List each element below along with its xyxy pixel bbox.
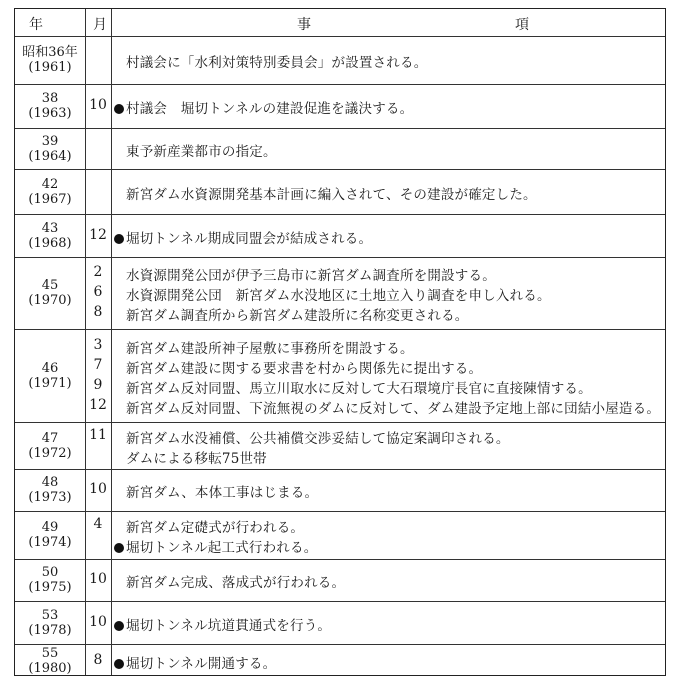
table-row (15, 257, 665, 330)
month-cell: 7 (93, 357, 103, 373)
event-line (114, 397, 660, 417)
event-text: 新宮ダム建設所神子屋敷に事務所を開設する。 (126, 341, 414, 357)
era-year: 38 (41, 91, 59, 106)
month-cell: 2 (93, 264, 103, 280)
event-line (114, 284, 551, 304)
event-text: 堀切トンネル期成同盟会が結成される。 (126, 231, 373, 247)
western-year: (1963) (28, 106, 72, 121)
event-line (114, 357, 482, 377)
month-cell: 4 (93, 516, 103, 532)
table-header (15, 9, 665, 36)
year-cell (15, 431, 85, 461)
event-line (114, 447, 267, 467)
table-row (15, 169, 665, 215)
table-row (15, 128, 665, 170)
event-text: 新宮ダム調査所から新宮ダム建設所に名称変更される。 (126, 308, 469, 324)
year-cell (15, 221, 85, 251)
header-month: 月 (93, 17, 107, 33)
event-line (114, 304, 469, 324)
table-row (15, 329, 665, 423)
table-row (15, 559, 665, 602)
month-cell: 10 (89, 571, 107, 587)
western-year: (1972) (28, 446, 72, 461)
bullet-icon (114, 659, 124, 669)
event-text: ダムによる移転75世帯 (126, 451, 267, 467)
event-line (114, 264, 496, 284)
month-cell: 11 (89, 427, 107, 443)
era-year: 39 (41, 134, 59, 149)
month-cell: 12 (89, 397, 107, 413)
era-year: 53 (41, 608, 59, 623)
event-line (114, 536, 317, 556)
year-cell (15, 278, 85, 308)
western-year: (1968) (28, 236, 72, 251)
table-row (15, 644, 665, 678)
event-text: 東予新産業都市の指定。 (126, 144, 277, 160)
year-cell (15, 646, 85, 676)
event-line (114, 140, 277, 160)
event-line (114, 571, 345, 591)
event-line (114, 481, 318, 501)
table-row (15, 84, 665, 129)
table-row (15, 36, 665, 85)
month-cell: 8 (93, 304, 103, 320)
event-line (114, 97, 413, 117)
year-cell (15, 134, 85, 164)
year-cell (15, 177, 85, 207)
western-year: (1971) (28, 376, 72, 391)
month-cell: 3 (93, 337, 103, 353)
bullet-icon (114, 234, 124, 244)
western-year: (1973) (28, 490, 72, 505)
event-line (114, 337, 414, 357)
event-text: 新宮ダム完成、落成式が行われる。 (126, 575, 346, 591)
year-cell (15, 361, 85, 391)
western-year: (1974) (28, 535, 72, 550)
event-line (114, 516, 304, 536)
chronology-table (14, 8, 666, 676)
month-cell: 10 (89, 481, 107, 497)
western-year: (1980) (28, 661, 72, 676)
event-text: 新宮ダム建設に関する要求書を村から関係先に提出する。 (126, 361, 483, 377)
month-cell: 9 (93, 377, 103, 393)
year-cell (15, 91, 85, 121)
event-text: 新宮ダム反対同盟、馬立川取水に反対して大石環境庁長官に直接陳情する。 (126, 381, 592, 397)
year-cell (15, 475, 85, 505)
era-year: 50 (41, 565, 59, 580)
western-year: (1978) (28, 623, 72, 638)
year-cell (15, 520, 85, 550)
era-year: 49 (41, 520, 59, 535)
era-year: 55 (41, 646, 59, 661)
table-row (15, 511, 665, 560)
event-text: 新宮ダム反対同盟、下流無視のダムに反対して、ダム建設予定地上部に団結小屋造る。 (126, 401, 661, 417)
month-cell: 6 (93, 284, 103, 300)
event-line (114, 614, 331, 634)
event-text: 村議会に「水利対策特別委員会」が設置される。 (126, 55, 428, 71)
era-year: 46 (41, 361, 59, 376)
event-text: 堀切トンネル起工式行われる。 (126, 540, 318, 556)
event-text: 新宮ダム水没補償、公共補償交渉妥結して協定案調印される。 (126, 431, 510, 447)
event-line (114, 377, 592, 397)
table-row (15, 422, 665, 470)
month-cell: 12 (89, 227, 107, 243)
table-row (15, 601, 665, 645)
event-text: 新宮ダム定礎式が行われる。 (126, 520, 305, 536)
western-year: (1967) (28, 192, 72, 207)
table-row (15, 469, 665, 512)
event-text: 堀切トンネル坑道貫通式を行う。 (126, 618, 332, 634)
event-text: 堀切トンネル開通する。 (126, 656, 277, 672)
bullet-icon (114, 543, 124, 553)
event-line (114, 183, 537, 203)
western-year: (1970) (28, 293, 72, 308)
event-text: 水資源開発公団 新宮ダム水没地区に土地立入り調査を申し入れる。 (126, 288, 551, 304)
event-text: 水資源開発公団が伊予三島市に新宮ダム調査所を開設する。 (126, 268, 496, 284)
era-year: 43 (41, 221, 59, 236)
era-year: 昭和36年 (22, 45, 78, 60)
era-year: 42 (41, 177, 59, 192)
event-line (114, 227, 372, 247)
year-cell (15, 608, 85, 638)
event-line (114, 652, 276, 672)
western-year: (1975) (28, 580, 72, 595)
era-year: 47 (41, 431, 59, 446)
event-line (114, 51, 427, 71)
table-row (15, 214, 665, 258)
bullet-icon (114, 104, 124, 114)
year-cell (15, 565, 85, 595)
western-year: (1964) (28, 149, 72, 164)
month-cell: 10 (89, 614, 107, 630)
month-cell: 8 (93, 652, 103, 668)
bullet-icon (114, 621, 124, 631)
western-year: (1961) (28, 60, 72, 75)
header-kou: 項 (515, 17, 529, 33)
event-text: 村議会 堀切トンネルの建設促進を議決する。 (126, 101, 414, 117)
event-text: 新宮ダム、本体工事はじまる。 (126, 485, 319, 501)
era-year: 48 (41, 475, 59, 490)
month-cell: 10 (89, 97, 107, 113)
era-year: 45 (41, 278, 59, 293)
event-line (114, 427, 510, 447)
event-text: 新宮ダム水資源開発基本計画に編入されて、その建設が確定した。 (126, 187, 537, 203)
year-cell (15, 45, 85, 75)
header-ji: 事 (297, 17, 311, 33)
header-year: 年 (29, 17, 43, 33)
